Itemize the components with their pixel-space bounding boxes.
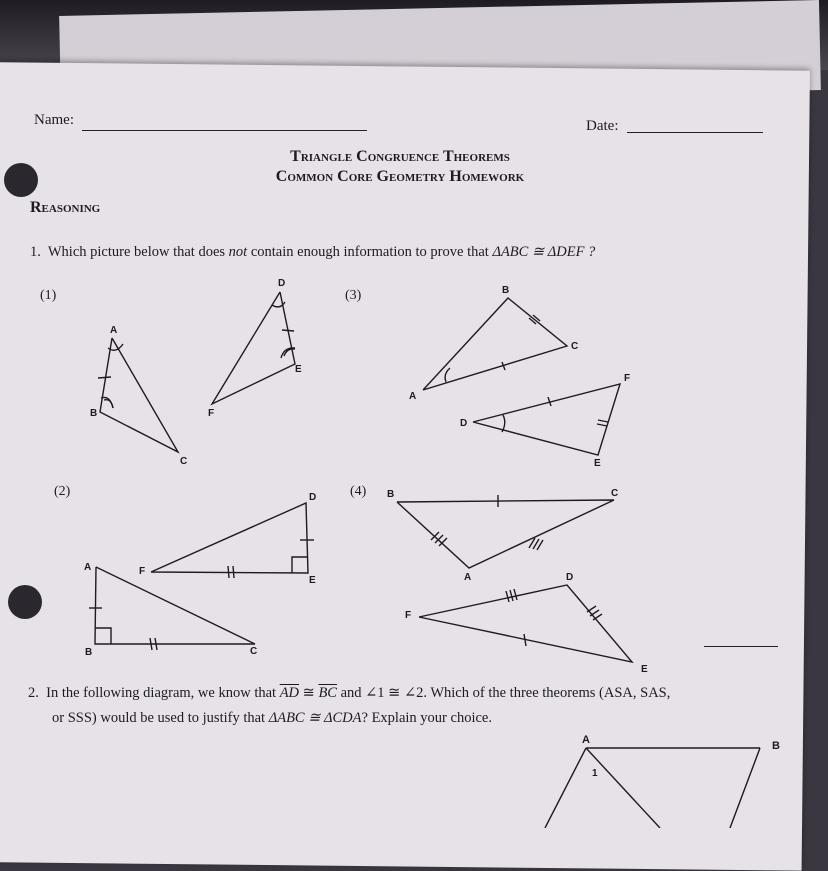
fig2-point-a: A [84,562,92,573]
fig4-point-d: D [566,572,574,583]
fig1-point-e: E [295,364,302,375]
fig1-point-f: F [208,408,215,419]
segment-ad: $\overline{AD}$ [279,685,300,701]
worksheet-subtitle: Common Core Geometry Homework [275,168,525,185]
question-2-number: 2. [28,685,39,701]
question-2-text-a: In the following diagram, we know that [46,685,277,701]
figure-3-label: (3) [345,288,362,303]
fig1-point-d: D [278,278,286,289]
figure-1-label: (1) [40,288,57,303]
q2-point-b: B [772,740,780,752]
figure-4-label: (4) [350,484,367,499]
figure-2-triangle-abc [89,567,255,650]
fig2-point-e: E [309,575,316,586]
fig3-point-f: F [624,373,631,384]
question-1-number: 1. [30,244,41,260]
fig4-point-a: A [464,572,472,583]
date-label: Date: [586,118,619,134]
answer-blank[interactable] [704,646,778,647]
fig4-point-e: E [641,664,648,675]
fig4-point-f: F [405,610,412,621]
section-heading: Reasoning [30,199,101,216]
worksheet-title: Triangle Congruence Theorems [290,148,510,165]
figure-3-triangle-abc [423,298,567,390]
fig2-point-c: C [250,646,258,657]
figure-4-triangle-def [419,585,632,662]
question-2-line-2 [52,710,492,727]
fig2-point-b: B [85,647,93,658]
figure-3-triangle-def [473,384,620,455]
angle-statement: ∠1 ≅ ∠2 [365,685,424,701]
figure-1-triangle-def [212,292,295,404]
fig4-point-c: C [611,488,619,499]
q2-angle-1-label: 1 [592,768,598,779]
fig3-point-b: B [502,285,510,296]
question-1-text-a: Which picture below that does [47,244,226,260]
fig3-point-c: C [571,341,579,352]
figure-1-triangle-abc [98,338,178,452]
congruent-symbol: ≅ [302,685,315,701]
question-2-line-1 [28,685,670,702]
fig3-point-d: D [460,418,468,429]
question-2-text-d: ? Explain your choice. [361,710,492,726]
fig2-point-d: D [309,492,317,503]
question-2-text-c: or SSS) would be used to justify that [52,710,266,726]
name-label: Name: [34,112,74,128]
question-1-emphasis: not [228,244,248,260]
fig1-point-a: A [110,325,118,336]
and-word: and [340,685,362,701]
question-2-text-b: . Which of the three theorems (ASA, SAS, [423,685,671,701]
question-2-diagram [545,748,760,828]
segment-bc: $\overline{BC}$ [318,685,337,701]
fig4-point-b: B [387,489,395,500]
fig2-point-f: F [139,566,146,577]
fig1-point-b: B [90,408,98,419]
fig3-point-e: E [594,458,601,469]
figure-2-label: (2) [54,484,71,499]
question-1-text-b: contain enough information to prove that [250,244,489,260]
figure-4-triangle-abc [397,495,614,568]
question-2-statement: ΔABC ≅ ΔCDA [268,710,362,726]
figure-2-triangle-def [151,503,314,578]
fig3-point-a: A [409,391,417,402]
q2-point-a: A [582,734,590,746]
fig1-point-c: C [180,456,188,467]
question-1-statement: ΔABC ≅ ΔDEF ? [492,244,596,260]
